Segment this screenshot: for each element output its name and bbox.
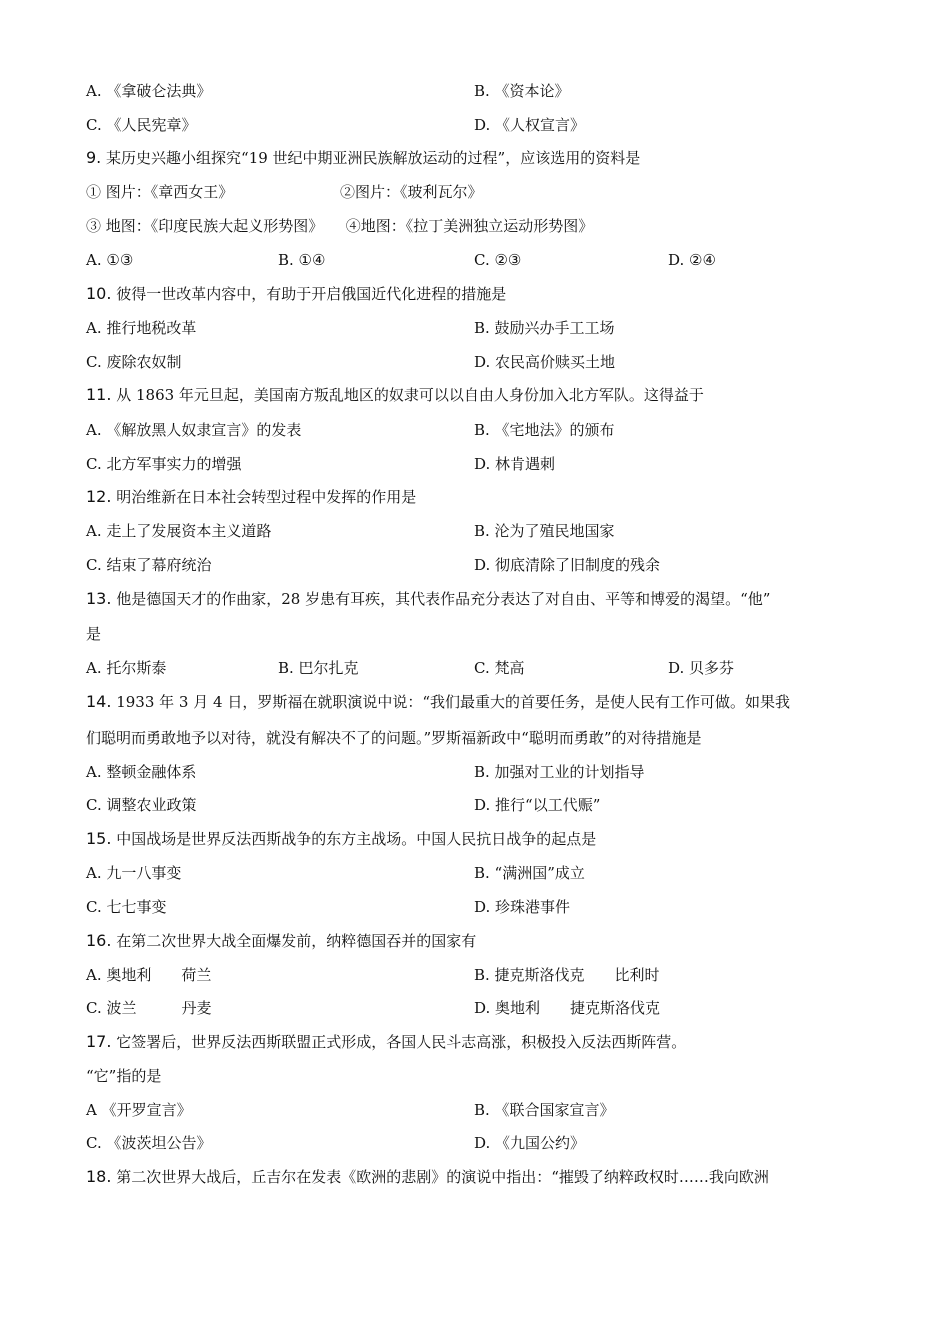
q13-option-d: D. 贝多芬 xyxy=(668,659,735,677)
q15-stem-text: 中国战场是世界反法西斯战争的东方主战场。中国人民抗日战争的起点是 xyxy=(111,830,597,848)
q15-option-c: C. 七七事变 xyxy=(86,898,167,916)
q13-option-b: B. 巴尔扎克 xyxy=(278,659,359,677)
q9-option-b: B. ①④ xyxy=(278,251,326,269)
q15-stem xyxy=(86,829,596,849)
q15-number: 15. xyxy=(86,829,112,848)
q17-stem-line-2: “它”指的是 xyxy=(86,1067,162,1085)
q9-option-c: C. ②③ xyxy=(474,251,522,269)
q9-material-2: ②图片：《玻利瓦尔》 xyxy=(340,183,483,201)
q15-option-d: D. 珍珠港事件 xyxy=(474,898,571,916)
q18-stem xyxy=(86,1167,769,1187)
q17-option-d: D. 《九国公约》 xyxy=(474,1134,586,1152)
q13-stem-line-1 xyxy=(86,589,770,609)
q12-option-a: A. 走上了发展资本主义道路 xyxy=(86,522,272,540)
q11-stem-text: 从 1863 年元旦起，美国南方叛乱地区的奴隶可以以自由人身份加入北方军队。这得益于 xyxy=(111,386,704,404)
q9-material-3-4: ③ 地图：《印度民族大起义形势图》 ④地图：《拉丁美洲独立运动形势图》 xyxy=(86,217,594,235)
q16-stem xyxy=(86,931,476,951)
q12-option-c: C. 结束了幕府统治 xyxy=(86,556,212,574)
q13-number: 13. xyxy=(86,589,112,608)
q14-option-c: C. 调整农业政策 xyxy=(86,796,197,814)
q15-option-a: A. 九一八事变 xyxy=(86,864,182,882)
q16-option-c: C. 波兰 丹麦 xyxy=(86,999,212,1017)
q8-option-a: A. 《拿破仑法典》 xyxy=(86,82,212,100)
q12-stem-text: 明治维新在日本社会转型过程中发挥的作用是 xyxy=(111,488,417,506)
q8-option-d: D. 《人权宣言》 xyxy=(474,116,586,134)
q11-stem xyxy=(86,385,704,405)
q9-material-1: ① 图片：《章西女王》 xyxy=(86,183,234,201)
q13-option-a: A. 托尔斯泰 xyxy=(86,659,167,677)
q10-option-c: C. 废除农奴制 xyxy=(86,353,182,371)
q13-stem-line-2: 是 xyxy=(86,625,102,643)
q14-stem-line-2: 们聪明而勇敢地予以对待，就没有解决不了的问题。”罗斯福新政中“聪明而勇敢”的对待措施是 xyxy=(86,729,702,747)
q14-stem-text: 1933 年 3 月 4 日，罗斯福在就职演说中说：“我们最重大的首要任务，是使人民有工作可做。如果我 xyxy=(111,693,790,711)
q16-option-b: B. 捷克斯洛伐克 比利时 xyxy=(474,966,660,984)
q10-option-a: A. 推行地税改革 xyxy=(86,319,197,337)
q10-stem-text: 彼得一世改革内容中，有助于开启俄国近代化进程的措施是 xyxy=(111,285,507,303)
q11-number: 11. xyxy=(86,385,112,404)
q9-option-a: A. ①③ xyxy=(86,251,134,269)
q14-option-b: B. 加强对工业的计划指导 xyxy=(474,763,645,781)
q12-stem xyxy=(86,487,416,507)
q17-option-a: A 《开罗宣言》 xyxy=(86,1101,192,1119)
q10-number: 10. xyxy=(86,284,112,303)
q14-option-a: A. 整顿金融体系 xyxy=(86,763,197,781)
q17-stem-text: 它签署后，世界反法西斯联盟正式形成，各国人民斗志高涨，积极投入反法西斯阵营。 xyxy=(111,1033,687,1051)
q17-number: 17. xyxy=(86,1032,112,1051)
q18-number: 18. xyxy=(86,1167,112,1186)
q16-stem-text: 在第二次世界大战全面爆发前，纳粹德国吞并的国家有 xyxy=(111,932,477,950)
q11-option-d: D. 林肯遇刺 xyxy=(474,455,556,473)
q13-option-c: C. 梵高 xyxy=(474,659,525,677)
q9-number: 9. xyxy=(86,148,102,167)
q12-number: 12. xyxy=(86,487,112,506)
q10-option-d: D. 农民高价赎买土地 xyxy=(474,353,616,371)
q18-stem-text: 第二次世界大战后，丘吉尔在发表《欧洲的悲剧》的演说中指出：“摧毁了纳粹政权时……我向欧洲 xyxy=(111,1168,769,1186)
q16-number: 16. xyxy=(86,931,112,950)
q10-stem xyxy=(86,284,506,304)
q9-stem xyxy=(86,148,640,168)
q14-number: 14. xyxy=(86,692,112,711)
q8-option-b: B. 《资本论》 xyxy=(474,82,570,100)
q16-option-d: D. 奥地利 捷克斯洛伐克 xyxy=(474,999,661,1017)
q9-option-d: D. ②④ xyxy=(668,251,716,269)
q16-option-a: A. 奥地利 荷兰 xyxy=(86,966,212,984)
q15-option-b: B. “满洲国”成立 xyxy=(474,864,585,882)
q11-option-a: A. 《解放黑人奴隶宣言》的发表 xyxy=(86,421,302,439)
q17-option-b: B. 《联合国家宣言》 xyxy=(474,1101,615,1119)
q8-option-c: C. 《人民宪章》 xyxy=(86,116,197,134)
q11-option-b: B. 《宅地法》的颁布 xyxy=(474,421,615,439)
q11-option-c: C. 北方军事实力的增强 xyxy=(86,455,242,473)
q13-stem-text: 他是德国天才的作曲家，28 岁患有耳疾，其代表作品充分表达了对自由、平等和博爱的渴望。“他” xyxy=(111,590,771,608)
q14-option-d: D. 推行“以工代赈” xyxy=(474,796,601,814)
q9-stem-text: 某历史兴趣小组探究“19 世纪中期亚洲民族解放运动的过程”，应该选用的资料是 xyxy=(101,149,641,167)
q17-option-c: C. 《波茨坦公告》 xyxy=(86,1134,212,1152)
q12-option-d: D. 彻底清除了旧制度的残余 xyxy=(474,556,661,574)
q17-stem-line-1 xyxy=(86,1032,686,1052)
q12-option-b: B. 沦为了殖民地国家 xyxy=(474,522,615,540)
q14-stem-line-1 xyxy=(86,692,790,712)
q10-option-b: B. 鼓励兴办手工工场 xyxy=(474,319,615,337)
